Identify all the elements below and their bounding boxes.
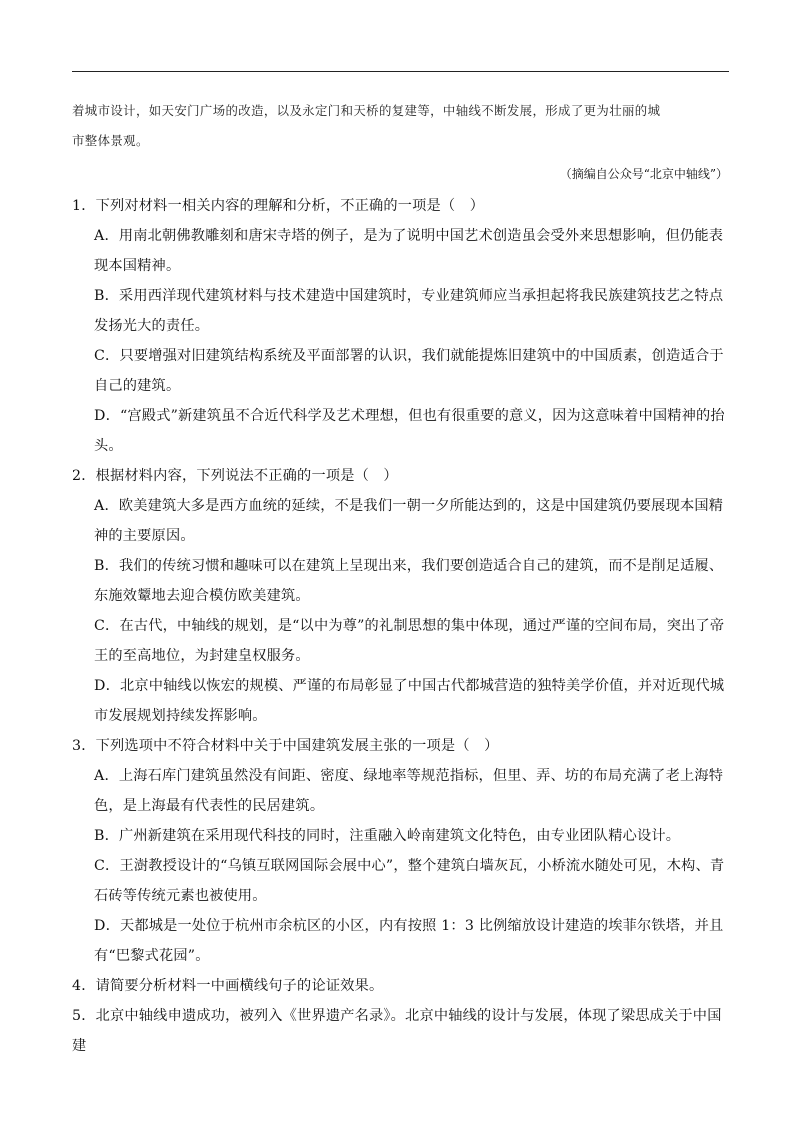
option-c[interactable]: C．王澍教授设计的“乌镇互联网国际会展中心”，整个建筑白墙灰瓦，小桥流水随处可见，木构、青石砖等传统元素也被使用。 bbox=[94, 858, 725, 904]
question-number: 3． bbox=[72, 738, 96, 754]
option-b[interactable]: B．广州新建筑在采用现代科技的同时，注重融入岭南建筑文化特色，由专业团队精心设计。 bbox=[94, 828, 681, 844]
question-2 bbox=[72, 461, 732, 731]
question-stem bbox=[72, 731, 732, 761]
question-4 bbox=[72, 971, 732, 1001]
option-a[interactable]: A．欧美建筑大多是西方血统的延续，不是我们一朝一夕所能达到的，这是中国建筑仍要展现本国精神的主要原因。 bbox=[94, 498, 724, 544]
question-3 bbox=[72, 731, 732, 971]
option-d[interactable]: D．北京中轴线以恢宏的规模、严谨的布局彰显了中国古代都城营造的独特美学价值，并对近现代城市发展规划持续发挥影响。 bbox=[94, 678, 725, 724]
question-stem bbox=[72, 971, 732, 1001]
option-b[interactable]: B．我们的传统习惯和趣味可以在建筑上呈现出来，我们要创造适合自己的建筑，而不是削足适履、东施效颦地去迎合模仿欧美建筑。 bbox=[94, 558, 724, 604]
question-5 bbox=[72, 1001, 732, 1061]
question-number: 2． bbox=[72, 468, 96, 484]
passage-line-1: 着城市设计，如天安门广场的改造，以及永定门和天桥的复建等，中轴线不断发展，形成了更为壮丽的城 bbox=[72, 103, 661, 118]
passage-source: （摘编自公众号“北京中轴线”） bbox=[559, 167, 728, 181]
option-b[interactable]: B．采用西洋现代建筑材料与技术建造中国建筑时，专业建筑师应当承担起将我民族建筑技艺之特点发扬光大的责任。 bbox=[94, 288, 724, 334]
option-d[interactable]: D．“宫殿式”新建筑虽不合近代科学及艺术理想，但也有很重要的意义，因为这意味着中国精神的抬头。 bbox=[94, 408, 725, 454]
question-number: 4． bbox=[72, 978, 96, 994]
option-a[interactable]: A．用南北朝佛教雕刻和唐宋寺塔的例子，是为了说明中国艺术创造虽会受外来思想影响，但仍能表现本国精神。 bbox=[94, 228, 724, 274]
option-a[interactable]: A．上海石库门建筑虽然没有间距、密度、绿地率等规范指标，但里、弄、坊的布局充满了老上海特色，是上海最有代表性的民居建筑。 bbox=[94, 768, 724, 814]
option-c[interactable]: C．在古代，中轴线的规划，是“以中为尊”的礼制思想的集中体现，通过严谨的空间布局，突出了帝王的至高地位，为封建皇权服务。 bbox=[94, 618, 725, 664]
header-rule bbox=[72, 71, 729, 72]
question-stem bbox=[72, 191, 732, 221]
document-body bbox=[72, 96, 732, 1061]
question-text: 北京中轴线申遗成功，被列入《世界遗产名录》。北京中轴线的设计与发展，体现了梁思成关于中国建 bbox=[72, 1008, 722, 1054]
passage-line-2: 市整体景观。 bbox=[72, 133, 149, 148]
question-1 bbox=[72, 191, 732, 461]
question-number: 5． bbox=[72, 1008, 96, 1024]
question-text: 下列选项中不符合材料中关于中国建筑发展主张的一项是（ ） bbox=[95, 738, 499, 754]
question-text: 下列对材料一相关内容的理解和分析，不正确的一项是（ ） bbox=[95, 198, 485, 214]
question-text: 请简要分析材料一中画横线句子的论证效果。 bbox=[95, 978, 384, 994]
question-number: 1． bbox=[72, 198, 96, 214]
option-d[interactable]: D．天都城是一处位于杭州市余杭区的小区，内有按照 1：3 比例缩放设计建造的埃菲尔铁塔，并且有“巴黎式花园”。 bbox=[94, 918, 724, 964]
question-stem bbox=[72, 1001, 732, 1061]
option-c[interactable]: C．只要增强对旧建筑结构系统及平面部署的认识，我们就能提炼旧建筑中的中国质素，创造适合于自己的建筑。 bbox=[94, 348, 724, 394]
question-stem bbox=[72, 461, 732, 491]
question-text: 根据材料内容，下列说法不正确的一项是（ ） bbox=[95, 468, 398, 484]
